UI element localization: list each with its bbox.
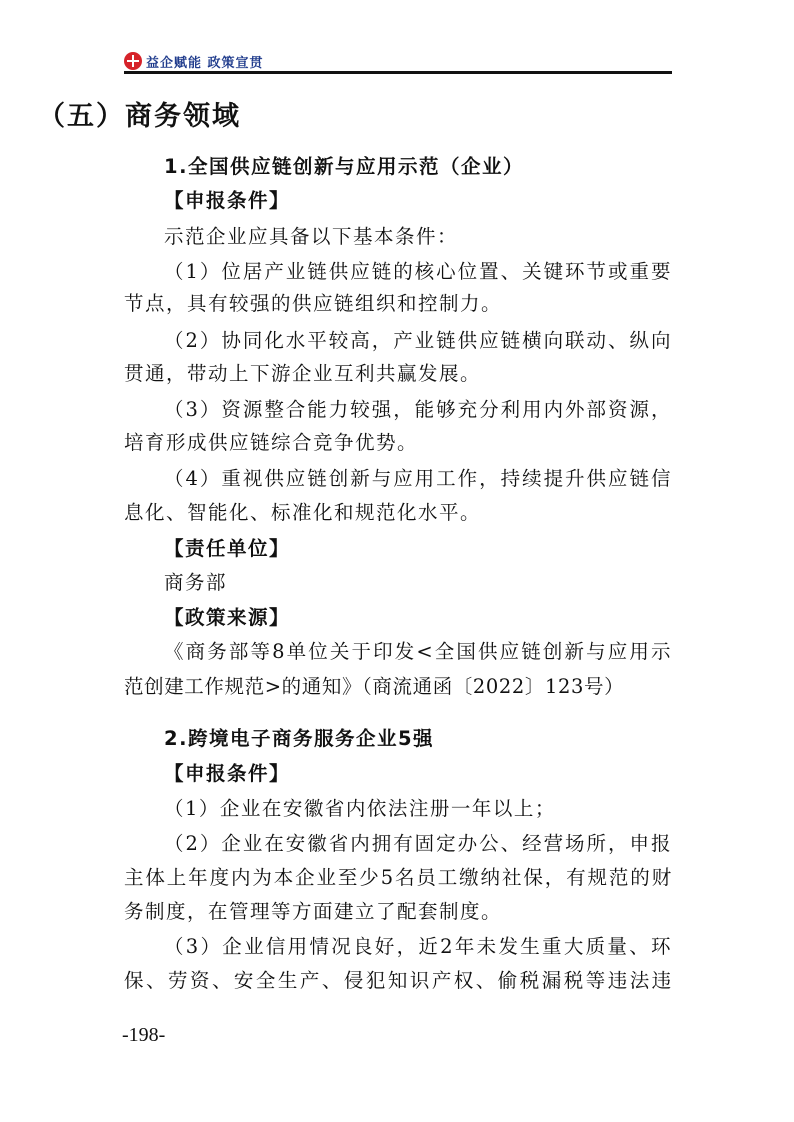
header-divider xyxy=(124,71,672,74)
item2-condition-3-line2: 保、劳资、安全生产、侵犯知识产权、偷税漏税等违法违 xyxy=(124,969,672,992)
item1-source-heading: 【政策来源】 xyxy=(164,606,291,629)
item1-title: 1.全国供应链创新与应用示范（企业） xyxy=(164,155,524,178)
item1-unit: 商务部 xyxy=(164,571,228,594)
item2-condition-1: （1）企业在安徽省内依法注册一年以上； xyxy=(164,797,556,820)
item1-intro: 示范企业应具备以下基本条件： xyxy=(164,225,459,248)
item2-condition-2-line1: （2）企业在安徽省内拥有固定办公、经营场所，申报 xyxy=(164,832,672,855)
item1-condition-3-line1: （3）资源整合能力较强，能够充分利用内外部资源， xyxy=(164,398,672,421)
item1-conditions-heading: 【申报条件】 xyxy=(164,189,291,212)
page-header xyxy=(124,50,264,72)
header-brand: 益企赋能 政策宣贯 xyxy=(146,55,264,71)
item1-source-line2: 范创建工作规范>的通知》（商流通函〔2022〕123号） xyxy=(124,675,625,698)
item2-condition-2-line2: 主体上年度内为本企业至少5名员工缴纳社保，有规范的财 xyxy=(124,866,672,889)
item1-condition-2-line2: 贯通，带动上下游企业互利共赢发展。 xyxy=(124,362,482,385)
item1-condition-4-line1: （4）重视供应链创新与应用工作，持续提升供应链信 xyxy=(164,467,672,490)
item1-unit-heading: 【责任单位】 xyxy=(164,537,291,560)
red-plus-circle-icon xyxy=(124,52,142,70)
item1-condition-2-line1: （2）协同化水平较高，产业链供应链横向联动、纵向 xyxy=(164,329,672,352)
section-title: （五）商务领域 xyxy=(38,101,241,132)
item1-condition-3-line2: 培育形成供应链综合竞争优势。 xyxy=(124,431,419,454)
item2-condition-3-line1: （3）企业信用情况良好，近2年未发生重大质量、环 xyxy=(164,935,672,958)
page-number: -198- xyxy=(122,1024,166,1046)
item2-condition-2-line3: 务制度，在管理等方面建立了配套制度。 xyxy=(124,900,503,923)
item1-condition-1-line1: （1）位居产业链供应链的核心位置、关键环节或重要 xyxy=(164,260,672,283)
item1-condition-4-line2: 息化、智能化、标准化和规范化水平。 xyxy=(124,501,482,524)
item1-condition-1-line2: 节点，具有较强的供应链组织和控制力。 xyxy=(124,292,503,315)
item1-source-line1: 《商务部等8单位关于印发<全国供应链创新与应用示 xyxy=(164,640,672,663)
item2-conditions-heading: 【申报条件】 xyxy=(164,762,291,785)
item2-title: 2.跨境电子商务服务企业5强 xyxy=(164,727,435,750)
